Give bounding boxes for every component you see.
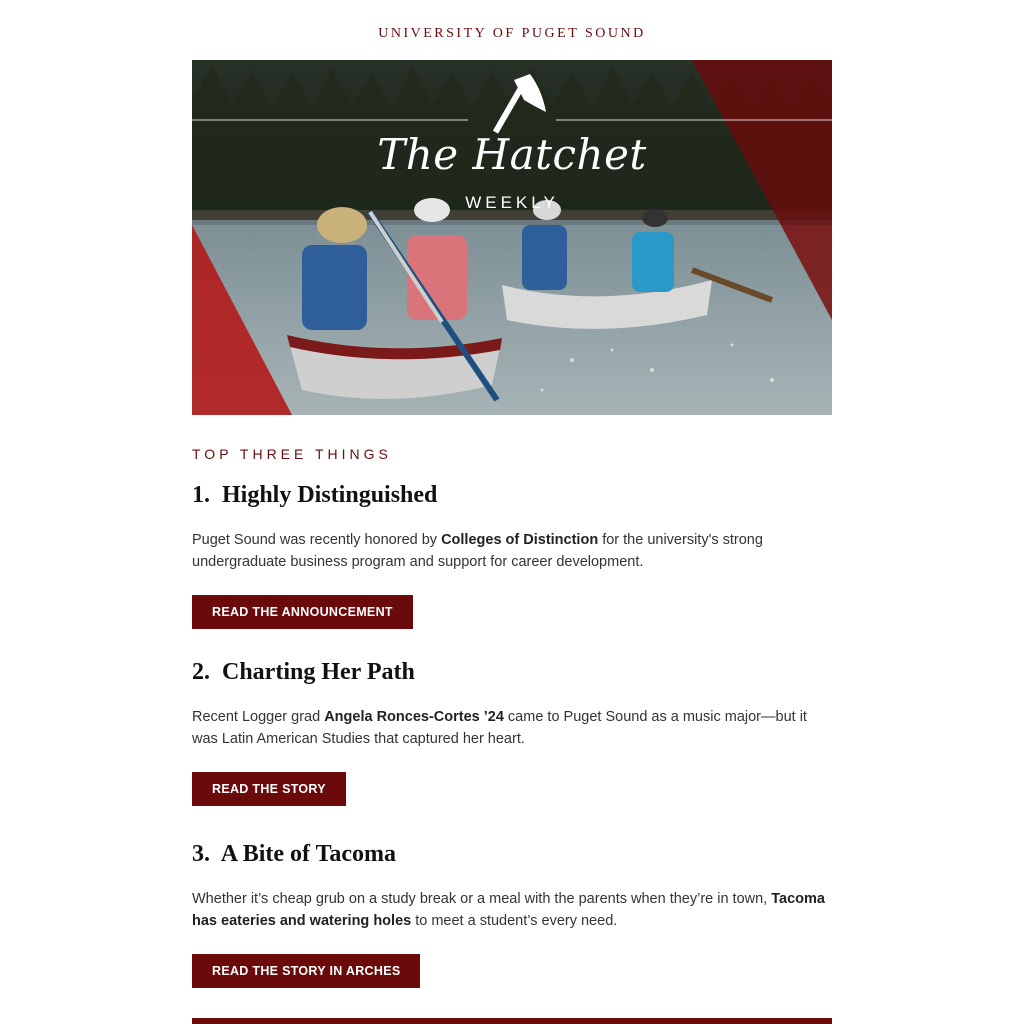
item-heading [192,482,832,509]
footer-divider-bar [192,1018,832,1024]
section-label: TOP THREE THINGS [192,446,392,462]
item-title: Charting Her Path [222,659,415,685]
item-number: 2. [192,659,210,685]
item-body: Whether it’s cheap grub on a study break or a meal with the parents when they’re in town, Tacoma has eateries and watering holes to meet a student’s every need. [192,891,825,929]
item-body-link-text: Angela Ronces-Cortes ’24 [324,709,504,725]
hatchet-title: The Hatchet [377,130,647,179]
read-story-button[interactable]: READ THE STORY [192,772,346,806]
item-number: 1. [192,482,210,508]
item-body: Recent Logger grad Angela Ronces-Cortes ’24 came to Puget Sound as a music major—but it was Latin American Studies that captured her heart. [192,709,807,747]
hatchet-subtitle: WEEKLY [465,193,559,212]
news-item-2 [192,659,832,796]
read-story-in-arches-button[interactable]: READ THE STORY IN ARCHES [192,954,420,988]
item-title: A Bite of Tacoma [220,841,397,867]
news-item-1 [192,482,832,619]
news-item-3 [192,841,832,978]
read-announcement-button[interactable]: READ THE ANNOUNCEMENT [192,595,413,629]
item-body-link-text: Tacoma has eateries and watering holes [192,891,825,929]
hero-banner[interactable] [192,60,832,415]
university-wordmark[interactable]: UNIVERSITY OF PUGET SOUND [378,26,646,41]
item-body: Puget Sound was recently honored by Colleges of Distinction for the university's strong undergraduate business program and support for career development. [192,532,763,570]
item-heading [192,659,832,686]
item-heading [192,841,832,868]
item-title: Highly Distinguished [222,482,438,508]
item-body-link-text: Colleges of Distinction [441,532,599,548]
item-number: 3. [192,841,210,867]
